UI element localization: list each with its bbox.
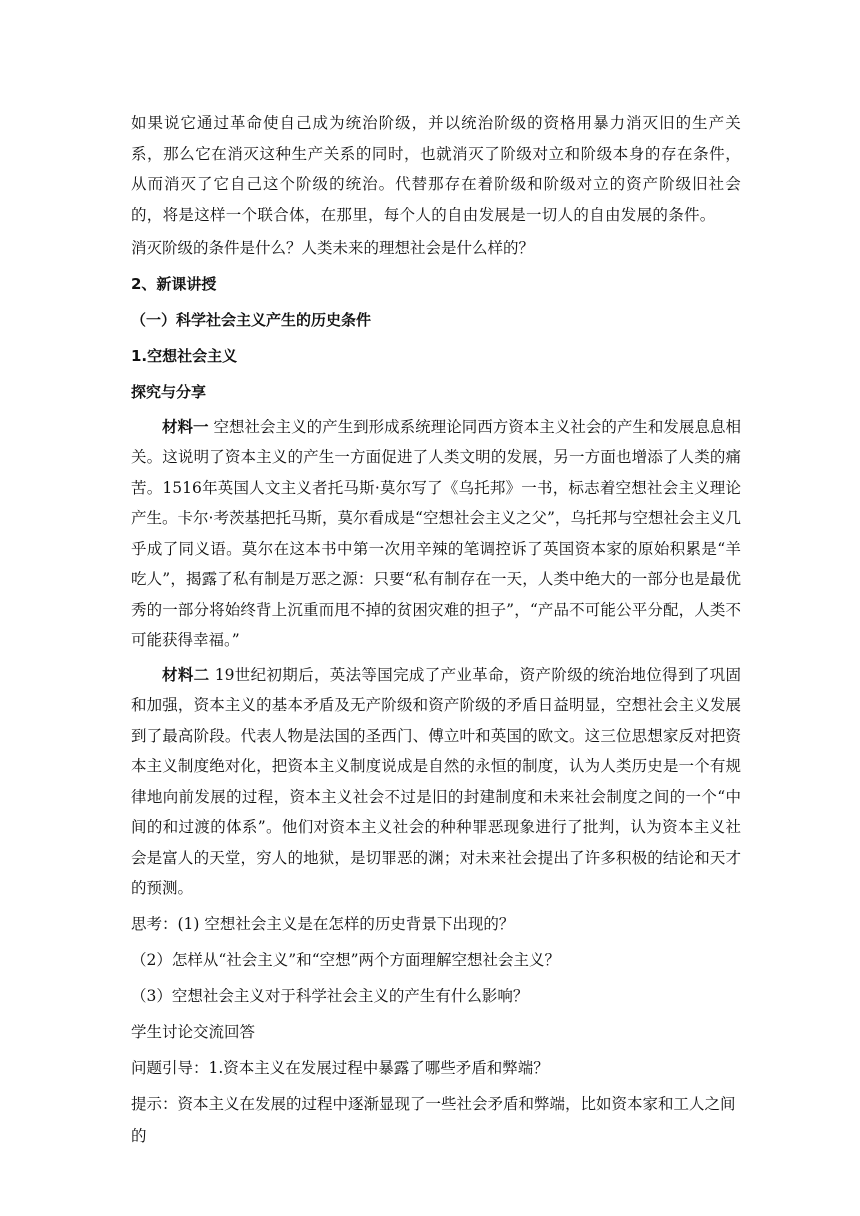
- hint-paragraph: 提示：资本主义在发展的过程中逐渐显现了一些社会矛盾和弊端，比如资本家和工人之间的: [131, 1094, 736, 1145]
- heading-utopian-socialism: 1.空想社会主义: [131, 346, 238, 365]
- material-1-paragraph: [131, 412, 741, 656]
- think-question-3: （3）空想社会主义对于科学社会主义的产生有什么影响？: [131, 986, 529, 1005]
- think-question-2: （2）怎样从“社会主义”和“空想”两个方面理解空想社会主义？: [131, 950, 561, 969]
- material-1-text: 空想社会主义的产生到形成系统理论同西方资本主义社会的产生和发展息息相关。这说明了资本主义的产生一方面促进了人类文明的发展，另一方面也增添了人类的痛苦。1516年英国人文主义者托马斯·莫尔写了《乌托邦》一书，标志着空想社会主义理论产生。卡尔·考茨基把托马斯，莫尔看成是“空想社会主义之父”，乌托邦与空想社会主义几乎成了同义语。莫尔在这本书中第一次用辛辣的笔调控诉了英国资本家的原始积累是“羊吃人”，揭露了私有制是万恶之源：只要“私有制存在一天，人类中绝大的一部分也是最优秀的一部分将始终背上沉重而甩不掉的贫困灾难的担子”，“产品不可能公平分配，人类不可能获得幸福。”: [131, 417, 741, 649]
- material-2-label: 材料二: [162, 665, 210, 684]
- material-2-text: 19世纪初期后，英法等国完成了产业革命，资产阶级的统治地位得到了巩固和加强，资本主义的基本矛盾及无产阶级和资产阶级的矛盾日益明显，空想社会主义发展到了最高阶段。代表人物是法国的圣西门、傅立叶和英国的欧文。这三位思想家反对把资本主义制度绝对化，把资本主义制度说成是自然的永恒的制度，认为人类历史是一个有规律地向前发展的过程，资本主义社会不过是旧的封建制度和未来社会制度之间的一个“中间的和过渡的体系”。他们对资本主义社会的种种罪恶现象进行了批判，认为资本主义社会是富人的天堂，穷人的地狱，是切罪恶的渊；对未来社会提出了许多积极的结论和天才的预测。: [131, 665, 741, 897]
- intro-question: 消灭阶级的条件是什么？人类未来的理想社会是什么样的？: [131, 239, 535, 257]
- student-discussion: 学生讨论交流回答: [131, 1022, 256, 1041]
- material-2-paragraph: [131, 660, 741, 904]
- document-page: [131, 108, 741, 1152]
- heading-section-1: （一）科学社会主义产生的历史条件: [131, 310, 372, 329]
- guide-question: 问题引导：1.资本主义在发展过程中暴露了哪些矛盾和弊端？: [131, 1058, 549, 1077]
- intro-paragraph: 如果说它通过革命使自己成为统治阶级，并以统治阶级的资格用暴力消灭旧的生产关系，那么它在消灭这种生产关系的同时，也就消灭了阶级对立和阶级本身的存在条件，从而消灭了它自己这个阶级的统治。代替那存在着阶级和阶级对立的资产阶级旧社会的，将是这样一个联合体，在那里，每个人的自由发展是一切人的自由发展的条件。: [131, 114, 741, 224]
- think-question-1: 思考：(1) 空想社会主义是在怎样的历史背景下出现的？: [131, 914, 515, 933]
- heading-new-lesson: 2、新课讲授: [131, 274, 217, 293]
- material-1-label: 材料一: [162, 417, 209, 436]
- heading-explore-share: 探究与分享: [131, 382, 207, 401]
